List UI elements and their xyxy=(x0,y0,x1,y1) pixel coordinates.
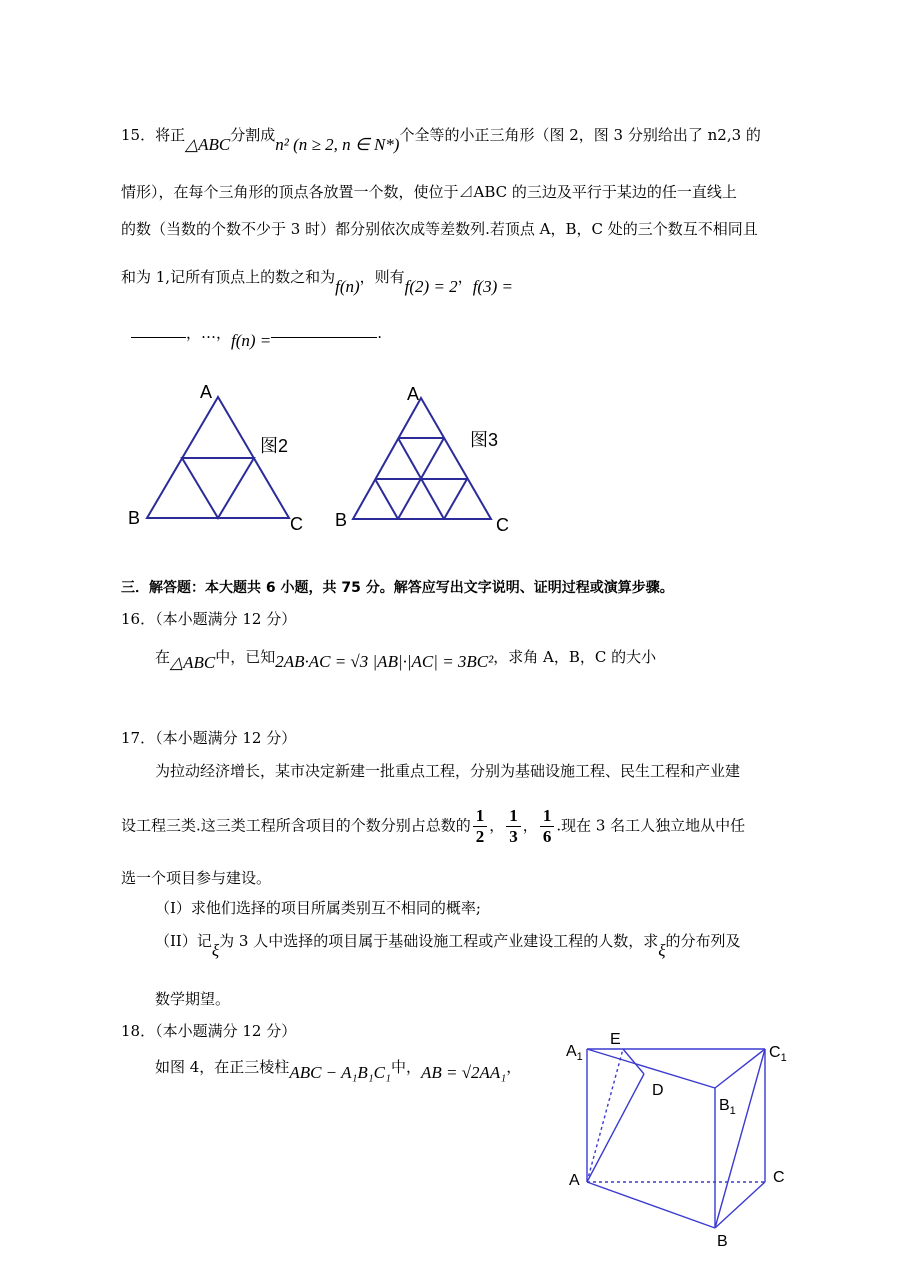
fraction-1-6: $\frac{1}{6}$ xyxy=(540,806,555,847)
q17-line3: 选一个项目参与建设。 xyxy=(121,869,272,887)
fig2-label-a: A xyxy=(200,382,213,402)
fig3-line xyxy=(444,479,467,519)
fig2-label-c: C xyxy=(290,514,303,534)
q17-line1: 为拉动经济增长，某市决定新建一批重点工程，分别为基础设施工程、民生工程和产业建 xyxy=(155,762,741,780)
q16-triangle: △ABC xyxy=(170,653,216,672)
fig3-caption: 图3 xyxy=(470,430,499,450)
f-3-expr: f(3) = xyxy=(472,277,513,296)
q16-body: 在△ABC中，已知2AB·AC = √3 |AB|·|AC| = 3BC²，求角 A，B，C 的大小 xyxy=(155,648,657,672)
answer-blank-1 xyxy=(131,323,186,338)
f-n-expr: f(n) = xyxy=(231,331,272,350)
label-d: D xyxy=(652,1082,664,1099)
xi-symbol: ξ xyxy=(211,941,220,960)
q15-line3: 的数（当数的个数不少于 3 时）都分别依次成等差数列.若顶点 A，B，C 处的三个数互不相同且 xyxy=(121,220,758,238)
fig3-line xyxy=(375,479,398,519)
edge-b1-c1 xyxy=(715,1049,765,1088)
q18-body: 如图 4，在正三棱柱ABC − A₁B₁C₁中，AB = √2AA₁， xyxy=(155,1058,522,1082)
q15-line4: 和为 1,记所有顶点上的数之和为f(n)，则有f(2) = 2，f(3) = xyxy=(121,268,513,296)
f-n: f(n) xyxy=(335,277,360,296)
q17-part2: （II）记ξ为 3 人中选择的项目属于基础设施工程或产业建设工程的人数，求ξ的分布列及 xyxy=(155,932,741,960)
edge-a1-b1 xyxy=(587,1049,715,1088)
segment-b-c1 xyxy=(715,1049,765,1228)
label-c: C xyxy=(773,1169,785,1186)
xi-symbol: ξ xyxy=(658,941,666,960)
label-b1: $B_1$ xyxy=(719,1097,736,1117)
edge-b-c xyxy=(715,1182,765,1228)
q15-line2: 情形），在每个三角形的顶点各放置一个数，使位于⊿ABC 的三边及平行于某边的任一直线上 xyxy=(121,183,737,201)
n-squared-condition: n² (n ≥ 2, n ∈ N*) xyxy=(275,135,400,154)
fig2-label-b: B xyxy=(128,508,141,528)
label-e: E xyxy=(610,1031,621,1048)
prism-name: ABC − A₁B₁C₁ xyxy=(289,1063,391,1082)
segment-a-e xyxy=(587,1049,623,1182)
fig3-label-a: A xyxy=(407,384,420,404)
figure-4-prism xyxy=(560,1025,800,1255)
answer-blank-2 xyxy=(271,323,377,338)
fig3-label-c: C xyxy=(496,515,509,535)
q18-equation: AB = √2AA₁ xyxy=(420,1063,507,1082)
label-b: B xyxy=(717,1233,728,1250)
triangle-abc: △ABC xyxy=(185,135,231,154)
q17-line2: 设工程三类.这三类工程所含项目的个数分别占总数的 $\frac{1}{2}$ ， $\frac{1}{3}$ ， $\frac{1}{6}$ .现在 3 名工人独立地从中任 xyxy=(121,806,746,846)
q17-title: 17．（本小题满分 12 分） xyxy=(121,729,297,747)
q15-line5: ，…，f(n) = . xyxy=(131,322,382,343)
section-3-heading: 三．解答题：本大题共 6 小题，共 75 分。解答应写出文字说明、证明过程或演算步骤。 xyxy=(121,580,674,596)
q18-title: 18．（本小题满分 12 分） xyxy=(121,1022,297,1040)
figure-2 xyxy=(120,378,320,538)
label-a1: $A_1$ xyxy=(566,1043,583,1063)
fig2-inner-triangle xyxy=(182,458,254,518)
edge-a-b xyxy=(587,1182,715,1228)
q17-part1: （I）求他们选择的项目所属类别互不相同的概率; xyxy=(155,899,481,917)
figure-3 xyxy=(330,378,530,538)
label-a: A xyxy=(569,1172,580,1189)
q16-formula: 2AB·AC = √3 |AB|·|AC| = 3BC² xyxy=(275,652,494,671)
label-c1: $C_1$ xyxy=(769,1044,787,1064)
fig3-label-b: B xyxy=(335,510,348,530)
fig2-caption: 图2 xyxy=(260,436,289,456)
fraction-1-2: $\frac{1}{2}$ xyxy=(473,806,488,847)
f-2-value: f(2) = 2 xyxy=(404,277,458,296)
fig3-outer-triangle xyxy=(353,398,491,519)
q17-part2-cont: 数学期望。 xyxy=(155,990,231,1008)
fraction-1-3: $\frac{1}{3}$ xyxy=(506,806,521,847)
segment-a-d xyxy=(587,1074,644,1182)
q15-line1: 15．将正△ABC分割成n² (n ≥ 2, n ∈ N*)个全等的小正三角形（图 2，图 3 分别给出了 n2,3 的 xyxy=(121,126,761,154)
q16-title: 16．（本小题满分 12 分） xyxy=(121,610,297,628)
